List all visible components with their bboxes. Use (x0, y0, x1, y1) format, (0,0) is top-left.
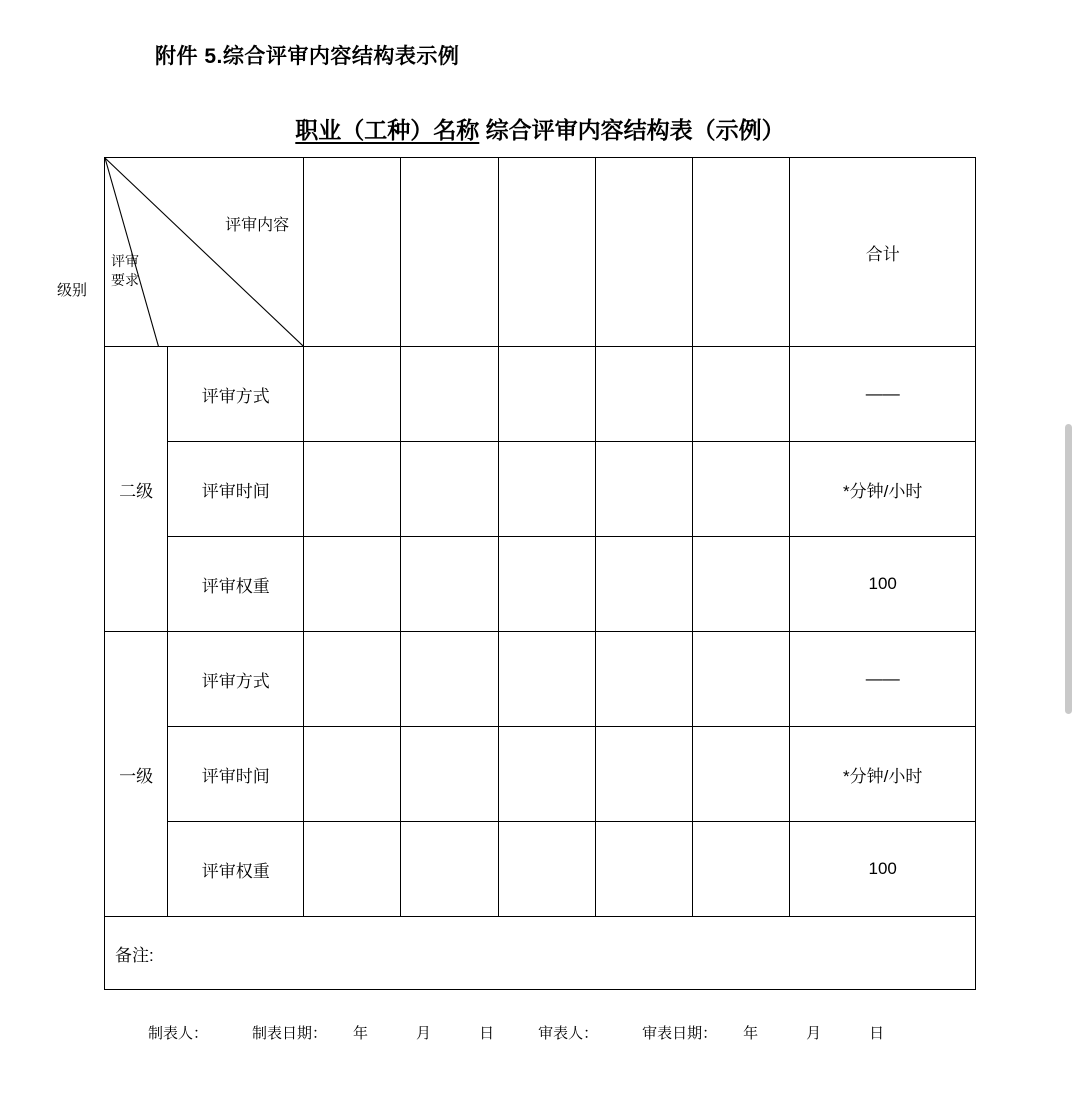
page-title (0, 112, 1080, 145)
make-date-month: 月 (416, 1025, 432, 1042)
assessment-structure-table (57, 157, 976, 990)
total-cell: —— (790, 347, 976, 442)
data-cell (498, 442, 595, 537)
footer-signature-line (104, 1022, 976, 1043)
review-date-year: 年 (743, 1025, 759, 1042)
data-cell (693, 727, 790, 822)
make-date-day: 日 (479, 1025, 495, 1042)
page-title-underlined-part: 职业（工种）名称 (295, 117, 480, 143)
table-row (105, 822, 976, 917)
requirement-cell: 评审时间 (168, 442, 304, 537)
header-diagonal-cell (57, 158, 304, 347)
requirement-cell: 评审方式 (168, 347, 304, 442)
total-cell: —— (790, 632, 976, 727)
table-row (105, 347, 976, 442)
maker-label: 制表人： (148, 1025, 209, 1042)
make-date-year: 年 (353, 1025, 369, 1042)
requirement-cell: 评审权重 (168, 822, 304, 917)
data-cell (498, 347, 595, 442)
data-cell (401, 537, 498, 632)
header-requirement-label: 评审 要求 (111, 253, 139, 288)
level-cell-group-2: 一级 (105, 632, 168, 917)
header-content-label: 评审内容 (225, 217, 290, 234)
review-date-month: 月 (806, 1025, 822, 1042)
header-blank-col-1 (304, 158, 401, 347)
total-cell: *分钟/小时 (790, 442, 976, 537)
data-cell (693, 442, 790, 537)
data-cell (595, 537, 692, 632)
header-blank-col-2 (401, 158, 498, 347)
data-cell (595, 822, 692, 917)
reviewer-label: 审表人： (538, 1025, 599, 1042)
data-cell (401, 727, 498, 822)
table-row (105, 537, 976, 632)
data-cell (595, 347, 692, 442)
data-cell (498, 727, 595, 822)
data-cell (693, 347, 790, 442)
data-cell (304, 727, 401, 822)
vertical-scrollbar[interactable] (1065, 424, 1072, 714)
level-cell-group-1: 二级 (105, 347, 168, 632)
total-cell: *分钟/小时 (790, 727, 976, 822)
total-cell: 100 (790, 537, 976, 632)
data-cell (304, 822, 401, 917)
data-cell (304, 347, 401, 442)
header-blank-col-3 (498, 158, 595, 347)
table-header-row (105, 158, 976, 347)
review-date-day: 日 (869, 1025, 885, 1042)
data-cell (595, 632, 692, 727)
make-date-label: 制表日期： (252, 1025, 328, 1042)
table-remark-row (105, 917, 976, 990)
header-blank-col-5 (693, 158, 790, 347)
review-date-label: 审表日期： (642, 1025, 718, 1042)
remark-cell: 备注: (105, 917, 976, 990)
data-cell (304, 632, 401, 727)
data-cell (595, 727, 692, 822)
header-blank-col-4 (595, 158, 692, 347)
total-cell: 100 (790, 822, 976, 917)
table-row (105, 632, 976, 727)
table-row (105, 727, 976, 822)
requirement-cell: 评审时间 (168, 727, 304, 822)
data-cell (304, 442, 401, 537)
data-cell (693, 632, 790, 727)
requirement-cell: 评审方式 (168, 632, 304, 727)
data-cell (304, 537, 401, 632)
data-cell (401, 347, 498, 442)
page-title-rest: 综合评审内容结构表（示例） (479, 117, 785, 143)
data-cell (401, 632, 498, 727)
data-cell (498, 537, 595, 632)
header-total-cell: 合计 (790, 158, 976, 347)
requirement-cell: 评审权重 (168, 537, 304, 632)
data-cell (693, 822, 790, 917)
data-cell (401, 822, 498, 917)
data-cell (498, 632, 595, 727)
data-cell (498, 822, 595, 917)
header-level-label: 级别 (57, 282, 88, 299)
attachment-title: 附件 5.综合评审内容结构表示例 (155, 45, 460, 68)
data-cell (693, 537, 790, 632)
data-cell (401, 442, 498, 537)
table-row (105, 442, 976, 537)
data-cell (595, 442, 692, 537)
